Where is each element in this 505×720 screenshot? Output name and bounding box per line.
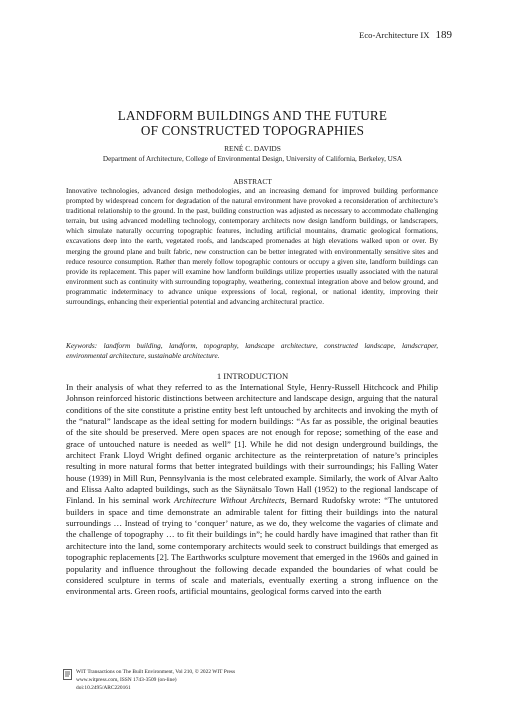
running-head bbox=[359, 29, 452, 41]
footer bbox=[76, 669, 436, 692]
footer-doi: doi:10.2495/ARC220161 bbox=[76, 684, 131, 691]
keywords-label: Keywords: bbox=[66, 342, 98, 350]
abstract-heading: ABSTRACT bbox=[233, 177, 272, 186]
footer-line-2: www.witpress.com, ISSN 1743-3509 (on-line) bbox=[76, 676, 177, 683]
journal-name: Eco-Architecture IX bbox=[359, 30, 430, 40]
body-text-part-2: , Bernard Rudofsky wrote: “The untutored builders in space and time demonstrate an admirable talent for fitting their buildings into the natural surroundings … Instead of trying to ‘conquer’ nature, as we do, they welcome the vagaries of climate and the challenge of topography … to fit their buildings in”; he could hardly have imagined that rather than fit architecture into the land, some contemporary architects would seek to construct buildings that emerged as topographic replacements [2]. The Earthworks sculpture movement that emerged in the 1960s and gained in popularity and influence throughout the following decade expanded the boundaries of what could be considered sculpture in terms of scale and materials, eventually exerting a strong influence on the environmental arts. Green roofs, artificial mountains, geological forms carved into the earth bbox=[66, 495, 438, 597]
affiliation: Department of Architecture, College of Environmental Design, University of California, Berkeley, USA bbox=[102, 155, 403, 163]
author: RENÉ C. DAVIDS bbox=[224, 144, 281, 153]
keywords bbox=[66, 341, 438, 361]
section-heading: 1 INTRODUCTION bbox=[216, 371, 289, 381]
title-line-2: OF CONSTRUCTED TOPOGRAPHIES bbox=[140, 122, 365, 138]
body-paragraph bbox=[66, 382, 438, 598]
page-number: 189 bbox=[435, 29, 452, 41]
footer-line-1: WIT Transactions on The Built Environment, Vol 210, © 2022 WIT Press bbox=[76, 669, 236, 675]
paper-title bbox=[0, 109, 505, 138]
abstract-text: Innovative technologies, advanced design methodologies, and an increasing demand for improved building performance prompted by widespread concern for degradation of the natural environment have provoked a reconsideration of architecture’s traditional relationship to the ground. In the past, building construction was adjusted as necessary to accommodate challenging terrain, but using advanced modelling technology, contemporary architects now design landform buildings, or landscrapers, which simulate naturally occurring topographic features, including artificial mountains, dramatic geological formations, excavations deep into the earth, vegetated roofs, and landscaped promenades at high elevations walked upon or over. By merging the ground plane and built fabric, new construction can be better integrated with environmentally sensitive sites and reduce resource consumption. Rather than merely follow topographic contours or occupy a given site, landform buildings can provide its replacement. This paper will examine how landform buildings utilize properties usually associated with the natural environment such as continuity with surrounding topography, weathering, contextual integration above and below ground, and programmatic indeterminacy to advance unique expressions of local, regional, or national identity, improving their surroundings, enhancing their experiential potential and advancing architectural practice. bbox=[66, 187, 438, 307]
title-line-1: LANDFORM BUILDINGS AND THE FUTURE bbox=[117, 108, 388, 123]
book-title: Architecture Without Architects bbox=[174, 495, 285, 506]
keywords-list: landform building, landform, topography, landscape architecture, constructed landscape, landscraper, environmental architecture, sustainable architecture. bbox=[66, 342, 439, 361]
body-text-part-1: In their analysis of what they referred to as the International Style, Henry-Russell Hitchcock and Philip Johnson reinforced historic distinctions between architecture and landscape design, arguing that the natural conditions of the site constitute a pristine entity best left untouched by architects and invoking the myth of the “natural” landscape as the ideal setting for modern buildings: “As far as possible, the original beauties of the site should be preserved. Mere open spaces are not enough for repose; something of the ease and grace of untouched nature is needed as well” [1]. While he did not design underground buildings, the architect Frank Lloyd Wright defined organic architecture as the reinterpretation of nature’s principles resulting in more natural forms that better integrated buildings with their surroundings; his Falling Water house (1939) in Mill Run, Pennsylvania is the most celebrated example. Similarly, the work of Alvar Aalto and Elissa Aalto adapted buildings, such as the Säynätsalo Town Hall (1952) to the regional landscape of Finland. In his seminal work bbox=[66, 382, 438, 506]
publisher-logo-icon bbox=[63, 669, 72, 680]
